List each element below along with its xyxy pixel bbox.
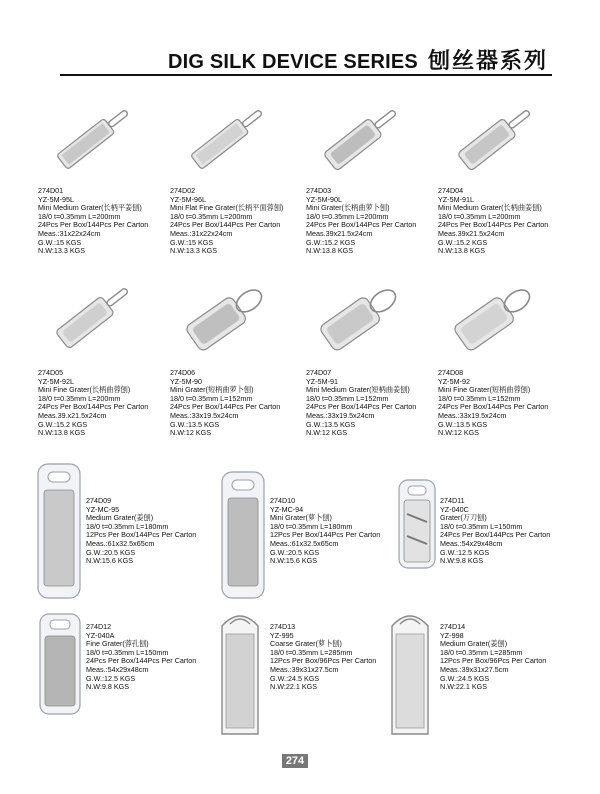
product-packing: 24Pcs Per Box/144Pcs Per Carton bbox=[440, 530, 551, 540]
product-model: YZ-5M-92 bbox=[438, 376, 470, 386]
product-spec: 18/0 t=0.35mm L=152mm bbox=[306, 393, 389, 403]
product-net-weight: N.W:13.3 KGS bbox=[38, 246, 86, 256]
product-name: Mini Grater(萝卜刨) bbox=[270, 513, 332, 523]
page-title bbox=[168, 44, 548, 75]
product-packing: 24Pcs Per Box/144Pcs Per Carton bbox=[438, 402, 549, 412]
loop-handle-grater-icon bbox=[178, 274, 274, 360]
product-name: Mini Grater(短柄曲萝卜刨) bbox=[170, 385, 254, 395]
product-gross-weight: G.W.:12.5 KGS bbox=[440, 547, 490, 557]
product-code: 274D03 bbox=[306, 186, 332, 195]
product-measurement: Meas.:39x31x27.5cm bbox=[270, 664, 339, 674]
product-gross-weight: G.W.:13.5 KGS bbox=[306, 419, 356, 429]
product-net-weight: N.W:9.8 KGS bbox=[86, 682, 130, 692]
product-measurement: Meas.:31x22x24cm bbox=[38, 228, 101, 238]
product-model: YZ-5M-90L bbox=[306, 194, 342, 204]
product-net-weight: N.W:13.8 KGS bbox=[438, 246, 486, 256]
product-packing: 24Pcs Per Box/144Pcs Per Carton bbox=[170, 220, 281, 230]
product-net-weight: N.W:15.6 KGS bbox=[270, 556, 318, 566]
product-gross-weight: G.W.:15 KGS bbox=[170, 237, 214, 247]
product-net-weight: N.W:15.6 KGS bbox=[86, 556, 134, 566]
product-name: Grater(万刀刨) bbox=[440, 513, 487, 523]
product-packing: 24Pcs Per Box/144Pcs Per Carton bbox=[306, 220, 417, 230]
product-gross-weight: G.W.:15 KGS bbox=[38, 237, 82, 247]
long-handle-curved-grater-icon bbox=[312, 96, 408, 182]
long-handle-flat-grater-icon bbox=[44, 96, 140, 182]
page-header bbox=[0, 40, 600, 80]
product-spec: 18/0 t=0.35mm L=180mm bbox=[86, 521, 169, 531]
product-measurement: Meas.39.x21.5x24cm bbox=[38, 410, 107, 420]
product-model: YZ-MC-95 bbox=[86, 504, 120, 514]
product-name: Mini Fine Grater(长柄曲蓉刨) bbox=[38, 385, 131, 395]
product-code: 274D02 bbox=[170, 186, 196, 195]
product-spec: 18/0 t=0.35mm L=152mm bbox=[170, 393, 253, 403]
product-gross-weight: G.W.:20.5 KGS bbox=[86, 547, 136, 557]
product-measurement: Meas.:61x32.5x65cm bbox=[270, 538, 339, 548]
product-name: Medium Grater(姜刨) bbox=[440, 639, 508, 649]
product-packing: 24Pcs Per Box/144Pcs Per Carton bbox=[438, 220, 549, 230]
product-name: Mini Medium Grater(长柄曲姜刨) bbox=[438, 203, 542, 213]
product-code: 274D10 bbox=[270, 496, 296, 505]
product-code: 274D01 bbox=[38, 186, 64, 195]
product-net-weight: N.W:13.8 KGS bbox=[306, 246, 354, 256]
product-net-weight: N.W:9.8 KGS bbox=[440, 556, 484, 566]
long-handle-flat-grater-icon bbox=[178, 96, 274, 182]
product-packing: 24Pcs Per Box/144Pcs Per Carton bbox=[306, 402, 417, 412]
product-name: Mini Medium Grater(长柄平姜刨) bbox=[38, 203, 142, 213]
tall-grater-icon bbox=[386, 604, 434, 742]
product-model: YZ-MC-94 bbox=[270, 504, 304, 514]
product-net-weight: N.W:13.8 KGS bbox=[38, 428, 86, 438]
product-spec: 18/0 t=0.35mm L=200mm bbox=[38, 393, 121, 403]
product-code: 274D13 bbox=[270, 622, 296, 631]
product-spec: 18/0 t=0.35mm L=200mm bbox=[438, 211, 521, 221]
product-model: YZ-040C bbox=[440, 504, 469, 514]
product-measurement: Meas.:33x19.5x24cm bbox=[170, 410, 239, 420]
product-gross-weight: G.W.:20.5 KGS bbox=[270, 547, 320, 557]
product-gross-weight: G.W.:24.5 KGS bbox=[440, 673, 490, 683]
product-gross-weight: G.W.:15.2 KGS bbox=[38, 419, 88, 429]
title-chinese: 刨丝器系列 bbox=[427, 49, 548, 74]
product-net-weight: N.W:22.1 KGS bbox=[270, 682, 318, 692]
product-measurement: Meas.39x21.5x24cm bbox=[438, 228, 505, 238]
product-spec: 18/0 t=0.35mm L=285mm bbox=[440, 647, 523, 657]
product-model: YZ-998 bbox=[440, 630, 464, 640]
product-spec: 18/0 t=0.35mm L=150mm bbox=[86, 647, 169, 657]
product-spec: 18/0 t=0.35mm L=200mm bbox=[38, 211, 121, 221]
product-measurement: Meas.:39x31x27.5cm bbox=[440, 664, 509, 674]
product-code: 274D07 bbox=[306, 368, 332, 377]
product-gross-weight: G.W.:15.2 KGS bbox=[306, 237, 356, 247]
product-gross-weight: G.W.:13.5 KGS bbox=[438, 419, 488, 429]
product-gross-weight: G.W.:12.5 KGS bbox=[86, 673, 136, 683]
header-rule bbox=[60, 74, 552, 76]
product-packing: 12Pcs Per Box/144Pcs Per Carton bbox=[270, 530, 381, 540]
slicer-frame-icon bbox=[397, 478, 437, 570]
product-code: 274D12 bbox=[86, 622, 112, 631]
product-code: 274D14 bbox=[440, 622, 466, 631]
long-handle-curved-grater-icon bbox=[44, 274, 140, 360]
loop-handle-grater-icon bbox=[312, 274, 408, 360]
product-model: YZ-5M-90 bbox=[170, 376, 202, 386]
title-english: DIG SILK DEVICE SERIES bbox=[167, 51, 418, 73]
product-spec: 18/0 t=0.35mm L=152mm bbox=[438, 393, 521, 403]
product-code: 274D06 bbox=[170, 368, 196, 377]
product-model: YZ-040A bbox=[86, 630, 115, 640]
long-handle-curved-grater-icon bbox=[446, 96, 542, 182]
product-model: YZ-5M-95L bbox=[38, 194, 74, 204]
page-number: 274 bbox=[282, 754, 308, 768]
product-gross-weight: G.W.:15.2 KGS bbox=[438, 237, 488, 247]
product-packing: 12Pcs Per Box/96Pcs Per Carton bbox=[440, 656, 547, 666]
tall-grater-icon bbox=[216, 604, 264, 742]
product-model: YZ-5M-91L bbox=[438, 194, 474, 204]
product-name: Mini Grater(长柄曲萝卜刨) bbox=[306, 203, 390, 213]
product-name: Mini Fine Grater(短柄曲蓉刨) bbox=[438, 385, 531, 395]
product-packing: 24Pcs Per Box/144Pcs Per Carton bbox=[86, 656, 197, 666]
loop-handle-grater-icon bbox=[446, 274, 542, 360]
product-measurement: Meas.:33x19.5x24cm bbox=[306, 410, 375, 420]
product-gross-weight: G.W.:13.5 KGS bbox=[170, 419, 220, 429]
product-measurement: Meas.39x21.5x24cm bbox=[306, 228, 373, 238]
product-name: Mini Flat Fine Grater(长柄平面蓉刨) bbox=[170, 203, 284, 213]
product-net-weight: N.W:12 KGS bbox=[438, 428, 480, 438]
product-packing: 12Pcs Per Box/144Pcs Per Carton bbox=[86, 530, 197, 540]
product-measurement: Meas.:61x32.5x65cm bbox=[86, 538, 155, 548]
product-code: 274D05 bbox=[38, 368, 64, 377]
product-spec: 18/0 t=0.35mm L=150mm bbox=[440, 521, 523, 531]
product-model: YZ-5M-96L bbox=[170, 194, 206, 204]
plastic-frame-grater-icon bbox=[36, 462, 82, 600]
product-net-weight: N.W:13.3 KGS bbox=[170, 246, 218, 256]
product-code: 274D04 bbox=[438, 186, 464, 195]
product-spec: 18/0 t=0.35mm L=285mm bbox=[270, 647, 353, 657]
product-packing: 24Pcs Per Box/144Pcs Per Carton bbox=[38, 220, 149, 230]
product-net-weight: N.W:12 KGS bbox=[170, 428, 212, 438]
product-spec: 18/0 t=0.35mm L=180mm bbox=[270, 521, 353, 531]
product-model: YZ-5M-92L bbox=[38, 376, 74, 386]
product-net-weight: N.W:22.1 KGS bbox=[440, 682, 488, 692]
product-name: Mini Medium Grater(短柄曲姜刨) bbox=[306, 385, 410, 395]
product-code: 274D11 bbox=[440, 496, 465, 505]
product-packing: 24Pcs Per Box/144Pcs Per Carton bbox=[170, 402, 281, 412]
product-spec: 18/0 t=0.35mm L=200mm bbox=[306, 211, 389, 221]
product-code: 274D09 bbox=[86, 496, 112, 505]
product-spec: 18/0 t=0.35mm L=200mm bbox=[170, 211, 253, 221]
product-net-weight: N.W:12 KGS bbox=[306, 428, 348, 438]
product-code: 274D08 bbox=[438, 368, 464, 377]
product-name: Medium Grater(姜刨) bbox=[86, 513, 154, 523]
product-gross-weight: G.W.:24.5 KGS bbox=[270, 673, 320, 683]
product-name: Coarse Grater(萝卜刨) bbox=[270, 639, 342, 649]
product-packing: 24Pcs Per Box/144Pcs Per Carton bbox=[38, 402, 149, 412]
product-model: YZ-995 bbox=[270, 630, 294, 640]
product-packing: 12Pcs Per Box/96Pcs Per Carton bbox=[270, 656, 377, 666]
product-measurement: Meas.:54x29x48cm bbox=[86, 664, 149, 674]
product-measurement: Meas.:33x19.5x24cm bbox=[438, 410, 507, 420]
product-measurement: Meas.:31x22x24cm bbox=[170, 228, 233, 238]
plastic-frame-grater-icon bbox=[220, 470, 266, 600]
product-name: Fine Grater(蓉孔刨) bbox=[86, 639, 149, 649]
product-model: YZ-5M-91 bbox=[306, 376, 338, 386]
product-measurement: Meas.:54x29x48cm bbox=[440, 538, 503, 548]
plastic-frame-grater-icon bbox=[38, 612, 82, 716]
